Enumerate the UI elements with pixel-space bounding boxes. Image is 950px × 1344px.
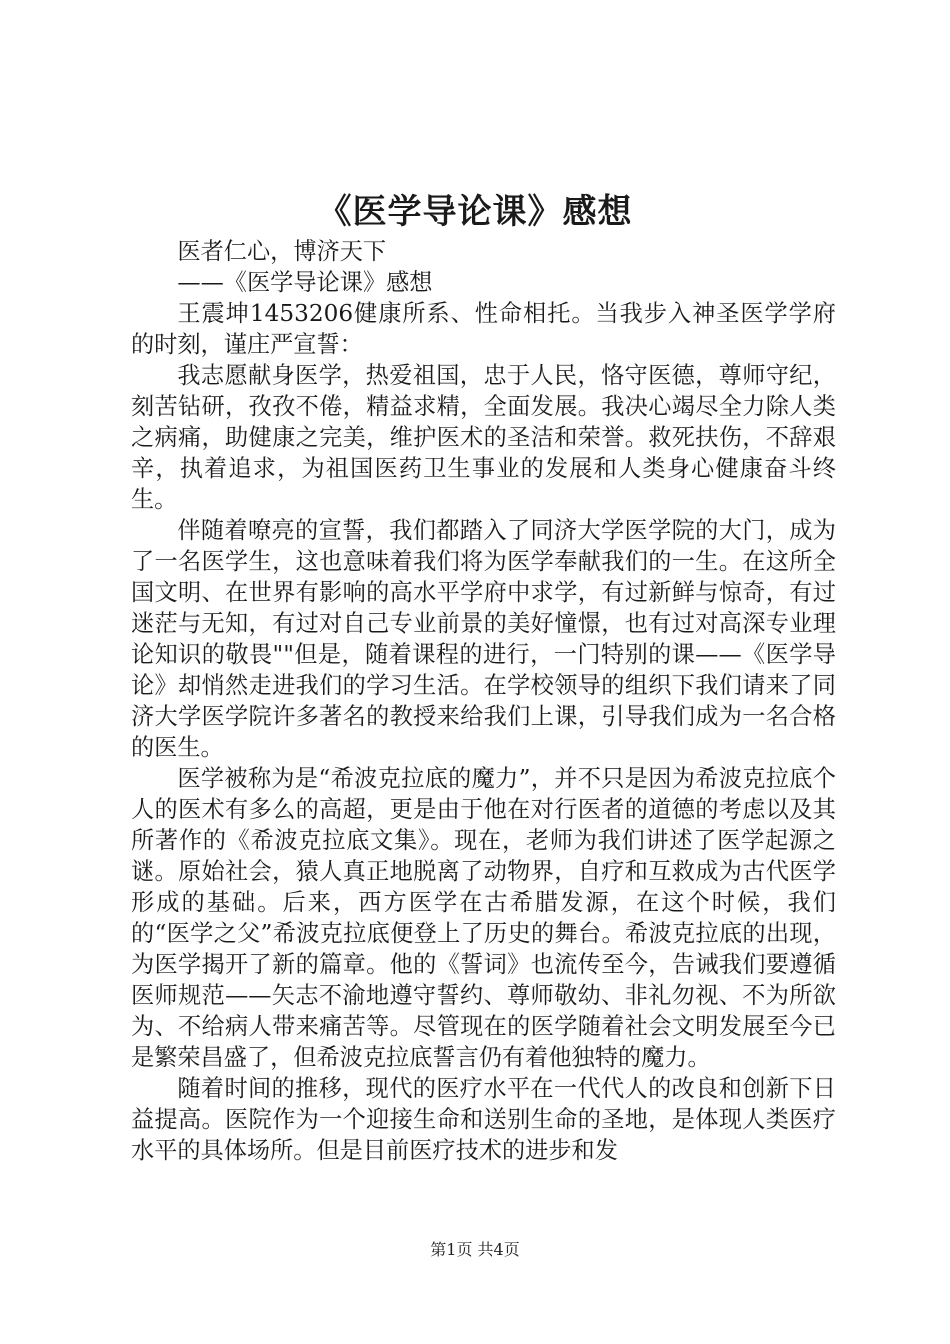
body-paragraph: 伴随着嘹亮的宣誓，我们都踏入了同济大学医学院的大门，成为了一名医学生，这也意味着我们将为医学奉献我们的一生。在这所全国文明、在世界有影响的高水平学府中求学，有过新鲜与惊奇，有过迷茫与无知，有过对自己专业前景的美好憧憬，也有过对高深专业理论知识的敬畏""但是，随着课程的进行，一门特别的课——《医学导论》却悄然走进我们的学习生活。在学校领导的组织下我们请来了同济大学医学院许多著名的教授来给我们上课，引导我们成为一名合格的医生。 — [131, 517, 836, 761]
subtitle-subline: ——《医学导论课》感想 — [177, 269, 433, 296]
document-title: 《医学导论课》感想 — [317, 192, 633, 232]
body-paragraph: 医学被称为是“希波克拉底的魔力”，并不只是因为希波克拉底个人的医术有多么的高超，更是由于他在对行医者的道德的考虑以及其所著作的《希波克拉底文集》。现在，老师为我们讲述了医学起源之谜。原始社会，猿人真正地脱离了动物界，自疗和互救成为古代医学形成的基础。后来，西方医学在古希腊发源，在这个时候，我们的“医学之父”希波克拉底便登上了历史的舞台。希波克拉底的出现，为医学揭开了新的篇章。他的《誓词》也流传至今，告诫我们要遵循医师规范——矢志不渝地遵守誓约、尊师敬幼、非礼勿视、不为所欲为、不给病人带来痛苦等。尽管现在的医学随着社会文明发展至今已是繁荣昌盛了，但希波克拉底誓言仍有着他独特的魔力。 — [131, 765, 836, 1071]
page-footer: 第1页 共4页 — [430, 1240, 520, 1259]
body-paragraph: 随着时间的推移，现代的医疗水平在一代代人的改良和创新下日益提高。医院作为一个迎接生命和送别生命的圣地，是体现人类医疗水平的具体场所。但是目前医疗技术的进步和发 — [131, 1075, 836, 1164]
document-body — [131, 236, 836, 1166]
subtitle-line: 医者仁心，博济天下 — [177, 238, 387, 265]
body-paragraph: 王震坤1453206健康所系、性命相托。当我步入神圣医学学府的时刻，谨庄严宣誓： — [131, 300, 836, 358]
body-paragraph: 我志愿献身医学，热爱祖国，忠于人民，恪守医德，尊师守纪，刻苦钻研，孜孜不倦，精益求精，全面发展。我决心竭尽全力除人类之病痛，助健康之完美，维护医术的圣洁和荣誉。救死扶伤，不辞艰辛，执着追求，为祖国医药卫生事业的发展和人类身心健康奋斗终生。 — [131, 362, 836, 513]
